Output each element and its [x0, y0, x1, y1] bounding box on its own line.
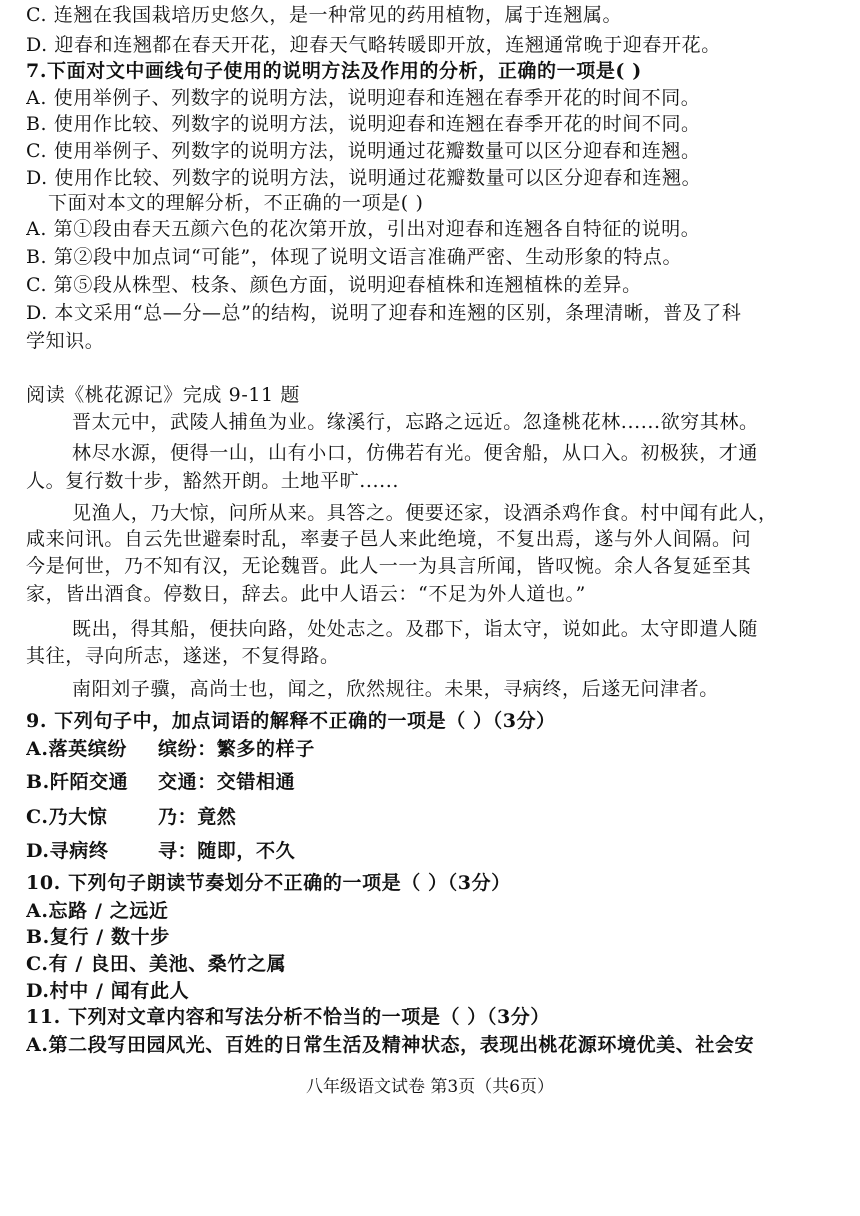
passage-line: 见渔人，乃大惊，问所从来。具答之。便要还家，设酒杀鸡作食。村中闻有此人， [72, 502, 778, 524]
q10-stem: 10. 下列句子朗读节奏划分不正确的一项是（ ）（3分） [26, 872, 511, 894]
q6-option-c: C. 连翘在我国栽培历史悠久，是一种常见的药用植物，属于连翘属。 [26, 4, 623, 26]
q9-stem: 9. 下列句子中，加点词语的解释不正确的一项是（ ）（3分） [26, 710, 556, 732]
q10-option-b: B.复行 / 数十步 [26, 926, 170, 948]
passage-line: 其往，寻向所志，遂迷，不复得路。 [26, 645, 340, 667]
q10-option-a: A.忘路 / 之远近 [26, 900, 169, 922]
passage-line: 咸来问讯。自云先世避秦时乱，率妻子邑人来此绝境，不复出焉，遂与外人间隔。问 [26, 528, 752, 550]
q7-option-c: C. 使用举例子、列数字的说明方法，说明通过花瓣数量可以区分迎春和连翘。 [26, 140, 701, 162]
q9-option-expl: 乃：竟然 [158, 806, 237, 828]
q8-option-d: D. 本文采用“总—分—总”的结构，说明了迎春和连翘的区别，条理清晰，普及了科 [26, 302, 742, 324]
q9-option-expl: 交通：交错相通 [158, 771, 296, 793]
q10-option-d: D.村中 / 闻有此人 [26, 980, 190, 1002]
q8-option-b: B. 第②段中加点词“可能”，体现了说明文语言准确严密、生动形象的特点。 [26, 246, 683, 268]
q8-stem: 下面对本文的理解分析，不正确的一项是( ) [48, 192, 424, 214]
page-footer: 八年级语文试卷 第3页（共6页） [305, 1077, 555, 1097]
passage-line: 晋太元中，武陵人捕鱼为业。缘溪行，忘路之远近。忽逢桃花林......欲穷其林。 [72, 411, 759, 433]
q7-option-a: A. 使用举例子、列数字的说明方法，说明迎春和连翘在春季开花的时间不同。 [26, 87, 701, 109]
passage-line: 林尽水源，便得一山，山有小口，仿佛若有光。便舍船，从口入。初极狭，才通 [72, 442, 759, 464]
q9-option-label: C.乃大惊 [26, 806, 108, 828]
passage-line: 人。复行数十步，豁然开朗。土地平旷...... [26, 470, 400, 492]
q10-option-c: C.有 / 良田、美池、桑竹之属 [26, 953, 287, 975]
passage-line: 既出，得其船，便扶向路，处处志之。及郡下，诣太守，说如此。太守即遣人随 [72, 618, 759, 640]
reading-title: 阅读《桃花源记》完成 9-11 题 [26, 384, 300, 406]
q11-stem: 11. 下列对文章内容和写法分析不恰当的一项是（ ）（3分） [26, 1006, 551, 1028]
q8-option-a: A. 第①段由春天五颜六色的花次第开放，引出对迎春和连翘各自特征的说明。 [26, 218, 701, 240]
q7-stem: 7.下面对文中画线句子使用的说明方法及作用的分析，正确的一项是( ) [26, 60, 642, 82]
q9-option-label: A.落英缤纷 [26, 738, 127, 760]
q9-option-expl: 寻：随即，不久 [158, 840, 296, 862]
passage-line: 南阳刘子骥，高尚士也，闻之，欣然规往。未果，寻病终，后遂无问津者。 [72, 678, 719, 700]
q9-option-label: B.阡陌交通 [26, 771, 129, 793]
passage-line: 家，皆出酒食。停数日，辞去。此中人语云：“不足为外人道也。” [26, 583, 586, 605]
q8-option-d-cont: 学知识。 [26, 330, 105, 352]
q7-option-b: B. 使用作比较、列数字的说明方法，说明迎春和连翘在春季开花的时间不同。 [26, 113, 701, 135]
q9-option-expl: 缤纷：繁多的样子 [158, 738, 315, 760]
passage-line: 今是何世，乃不知有汉，无论魏晋。此人一一为具言所闻，皆叹惋。余人各复延至其 [26, 555, 752, 577]
q8-option-c: C. 第⑤段从株型、枝条、颜色方面，说明迎春植株和连翘植株的差异。 [26, 274, 642, 296]
q9-option-label: D.寻病终 [26, 840, 109, 862]
q11-option-a: A.第二段写田园风光、百姓的日常生活及精神状态，表现出桃花源环境优美、社会安 [26, 1034, 755, 1056]
q6-option-d: D. 迎春和连翘都在春天开花，迎春天气略转暖即开放，连翘通常晚于迎春开花。 [26, 34, 721, 56]
q7-option-d: D. 使用作比较、列数字的说明方法，说明通过花瓣数量可以区分迎春和连翘。 [26, 167, 702, 189]
